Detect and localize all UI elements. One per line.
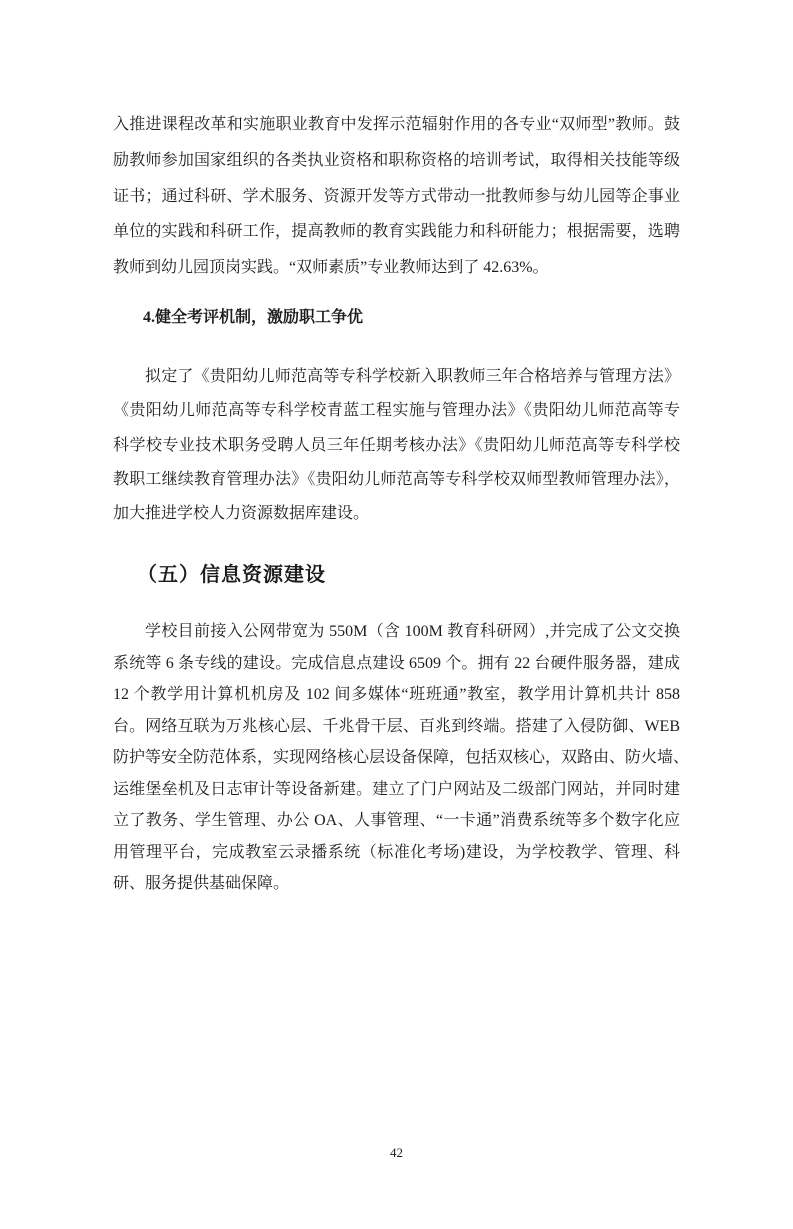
text-line: 系统等 6 条专线的建设。完成信息点建设 6509 个。拥有 22 台硬件服务器，建成	[113, 654, 680, 672]
text-line: 科学校专业技术职务受聘人员三年任期考核办法》《贵阳幼儿师范高等专科学校	[113, 436, 680, 454]
text-line: 教师到幼儿园顶岗实践。“双师素质”专业教师达到了 42.63%。	[113, 259, 549, 277]
text-line: 证书；通过科研、学术服务、资源开发等方式带动一批教师参与幼儿园等企事业	[113, 187, 680, 205]
text-line: 《贵阳幼儿师范高等专科学校青蓝工程实施与管理办法》《贵阳幼儿师范高等专	[113, 402, 680, 420]
text-line: 励教师参加国家组织的各类执业资格和职称资格的培训考试，取得相关技能等级	[113, 151, 680, 169]
text-line: 12 个教学用计算机机房及 102 间多媒体“班班通”教室，教学用计算机共计 858	[113, 686, 680, 704]
text-line: 教职工继续教育管理办法》《贵阳幼儿师范高等专科学校双师型教师管理办法》，	[113, 470, 680, 488]
text-line: 学校目前接入公网带宽为 550M（含 100M 教育科研网）,并完成了公文交换	[145, 623, 680, 641]
text-line: 拟定了《贵阳幼儿师范高等专科学校新入职教师三年合格培养与管理方法》	[145, 367, 680, 385]
text-line: 防护等安全防范体系，实现网络核心层设备保障，包括双核心，双路由、防火墙、	[113, 749, 690, 767]
paragraph-information-resources	[113, 616, 690, 900]
heading-4-assessment-mechanism: 4.健全考评机制，激励职工争优	[143, 308, 364, 326]
text-line: 运维堡垒机及日志审计等设备新建。建立了门户网站及二级部门网站，并同时建	[113, 780, 680, 798]
paragraph-dual-qualified-teachers	[113, 107, 680, 286]
text-line: 台。网络互联为万兆核心层、千兆骨干层、百兆到终端。搭建了入侵防御、WEB	[113, 717, 680, 735]
text-line: 用管理平台，完成教室云录播系统（标准化考场)建设，为学校教学、管理、科	[113, 843, 680, 861]
text-line: 立了教务、学生管理、办公 OA、人事管理、“一卡通”消费系统等多个数字化应	[113, 812, 680, 830]
text-line: 入推进课程改革和实施职业教育中发挥示范辐射作用的各专业“双师型”教师。鼓	[113, 116, 680, 133]
heading-section-5-information-resources: （五）信息资源建设	[137, 564, 326, 587]
text-line: 加大推进学校人力资源数据库建设。	[113, 505, 370, 523]
paragraph-management-policies	[113, 360, 680, 531]
page-content	[0, 107, 793, 900]
text-line: 研、服务提供基础保障。	[113, 875, 290, 893]
text-line: 单位的实践和科研工作，提高教师的教育实践能力和科研能力；根据需要，选聘	[113, 223, 680, 241]
document-page	[0, 107, 793, 1229]
page-number: 42	[390, 1145, 403, 1160]
